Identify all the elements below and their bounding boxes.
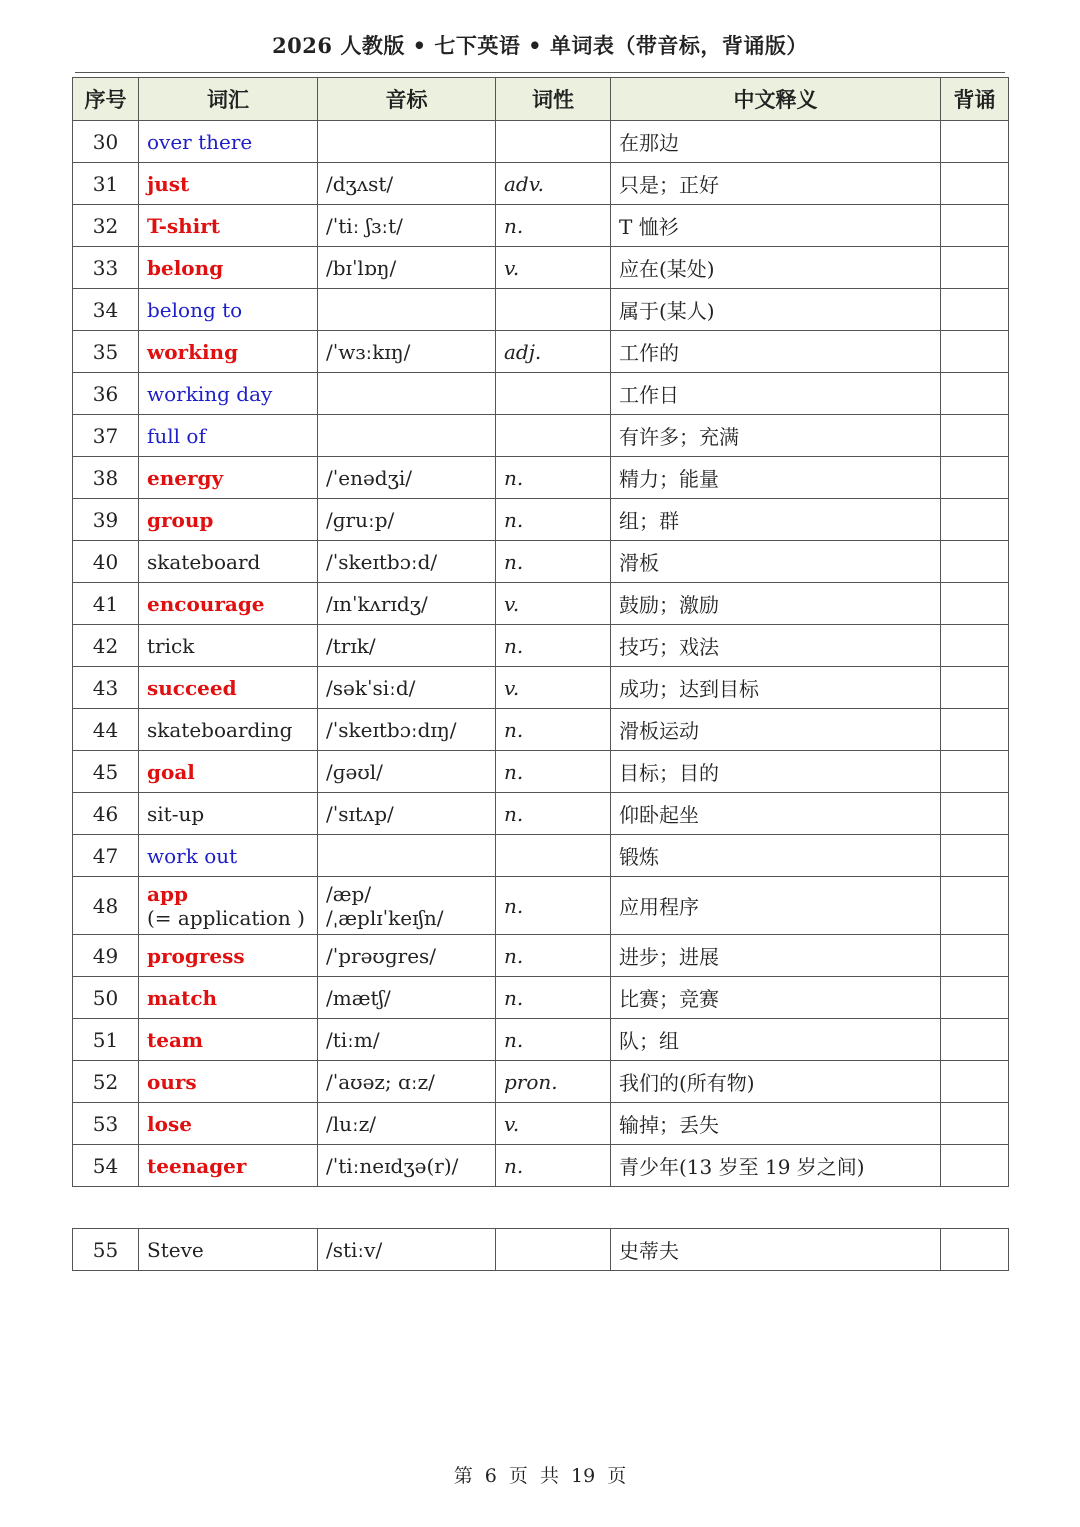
chinese-meaning: 工作的 [611,331,941,373]
table-row [73,1061,1009,1103]
recite-cell [941,667,1009,709]
word: work out [147,843,238,868]
chinese-meaning: 目标；目的 [611,751,941,793]
part-of-speech [496,121,611,163]
part-of-speech: n. [496,935,611,977]
word: goal [147,759,195,784]
chinese-meaning: 鼓励；激励 [611,583,941,625]
phonetic: /ˈwɜːkɪŋ/ [326,339,411,364]
phonetic-cell [318,457,496,499]
phonetic-cell [318,331,496,373]
chinese-meaning: 滑板运动 [611,709,941,751]
recite-cell [941,541,1009,583]
word-cell [139,121,318,163]
chinese-meaning: 仰卧起坐 [611,793,941,835]
recite-cell [941,457,1009,499]
word-cell [139,331,318,373]
word: full of [147,423,206,448]
word-cell [139,877,318,935]
header-word: 词汇 [139,78,318,121]
vocab-table [72,77,1009,1187]
table-row [73,499,1009,541]
recite-cell [941,935,1009,977]
phonetic: /ˈenədʒi/ [326,465,413,490]
word: group [147,507,214,532]
word-note: (= application ) [147,905,305,930]
word-cell [139,457,318,499]
row-number: 52 [73,1061,139,1103]
chinese-meaning: 队；组 [611,1019,941,1061]
word-cell [139,205,318,247]
recite-cell [941,415,1009,457]
part-of-speech: v. [496,1103,611,1145]
chinese-meaning: 技巧；戏法 [611,625,941,667]
word-cell [139,977,318,1019]
word-cell [139,835,318,877]
table-row [73,373,1009,415]
table-row [73,415,1009,457]
phonetic: /ˈtiː ʃɜːt/ [326,213,403,238]
chinese-meaning: 属于(某人) [611,289,941,331]
recite-cell [941,625,1009,667]
chinese-meaning: 锻炼 [611,835,941,877]
chinese-meaning: 我们的(所有物) [611,1061,941,1103]
phonetic-cell [318,247,496,289]
phonetic-cell [318,205,496,247]
table-row [73,751,1009,793]
phonetic-cell [318,1061,496,1103]
table-row [73,331,1009,373]
table-row [73,247,1009,289]
recite-cell [941,1019,1009,1061]
word: energy [147,465,224,490]
part-of-speech: n. [496,499,611,541]
phonetic: /səkˈsiːd/ [326,675,416,700]
phonetic-cell [318,793,496,835]
part-of-speech: n. [496,457,611,499]
row-number: 35 [73,331,139,373]
word: working [147,339,239,364]
header-number: 序号 [73,78,139,121]
word-cell [139,415,318,457]
word: lose [147,1111,192,1136]
phonetic-cell [318,625,496,667]
phonetic-cell [318,499,496,541]
phonetic: /dʒʌst/ [326,171,394,196]
table-row [73,793,1009,835]
row-number: 43 [73,667,139,709]
phonetic-cell [318,121,496,163]
part-of-speech: adj. [496,331,611,373]
chinese-meaning: 比赛；竞赛 [611,977,941,1019]
table-row [73,1103,1009,1145]
phonetic-cell [318,415,496,457]
word-cell [139,751,318,793]
part-of-speech: n. [496,1145,611,1187]
recite-cell [941,121,1009,163]
part-of-speech: v. [496,667,611,709]
recite-cell [941,331,1009,373]
part-of-speech: pron. [496,1061,611,1103]
recite-cell [941,709,1009,751]
word: over there [147,129,253,154]
row-number: 51 [73,1019,139,1061]
word-cell [139,541,318,583]
part-of-speech: v. [496,583,611,625]
part-of-speech: n. [496,205,611,247]
word: T-shirt [147,213,221,238]
table-row [73,877,1009,935]
row-number: 41 [73,583,139,625]
phonetic-cell [318,877,496,935]
phonetic-cell [318,709,496,751]
part-of-speech: n. [496,1019,611,1061]
row-number: 34 [73,289,139,331]
recite-cell [941,1061,1009,1103]
phonetic-cell [318,667,496,709]
phonetic: /luːz/ [326,1111,377,1136]
word: just [147,171,190,196]
table-row [73,835,1009,877]
word-cell [139,1103,318,1145]
word-cell [139,625,318,667]
phonetic-cell [318,289,496,331]
recite-cell [941,373,1009,415]
extra-vocab-table [72,1228,1009,1271]
word-cell [139,499,318,541]
recite-cell [941,1229,1009,1271]
word: working day [147,381,273,406]
phonetic: /tiːm/ [326,1027,380,1052]
row-number: 54 [73,1145,139,1187]
recite-cell [941,247,1009,289]
chinese-meaning: 组；群 [611,499,941,541]
phonetic-cell [318,163,496,205]
part-of-speech [496,1229,611,1271]
word: app [147,881,188,906]
part-of-speech [496,289,611,331]
table-row [73,457,1009,499]
recite-cell [941,163,1009,205]
word: team [147,1027,204,1052]
chinese-meaning: 青少年(13 岁至 19 岁之间) [611,1145,941,1187]
word: progress [147,943,245,968]
phonetic-cell [318,541,496,583]
page-title: 2026 人教版 • 七下英语 • 单词表（带音标，背诵版） [272,33,808,58]
recite-cell [941,1103,1009,1145]
word: belong to [147,297,243,322]
word-cell [139,289,318,331]
phonetic: /ˈsɪtʌp/ [326,801,394,826]
part-of-speech: n. [496,977,611,1019]
row-number: 32 [73,205,139,247]
chinese-meaning: 滑板 [611,541,941,583]
part-of-speech: v. [496,247,611,289]
word: teenager [147,1153,247,1178]
word-cell [139,667,318,709]
table-row [73,1145,1009,1187]
phonetic: /ˈprəʊɡres/ [326,943,437,968]
phonetic: /ˈskeɪtbɔːdɪŋ/ [326,717,457,742]
page-footer: 第 6 页 共 19 页 [453,1465,627,1487]
recite-cell [941,499,1009,541]
recite-cell [941,835,1009,877]
chinese-meaning: 精力；能量 [611,457,941,499]
word-cell [139,1229,318,1271]
word: trick [147,633,195,658]
table-row [73,709,1009,751]
word-cell [139,583,318,625]
word: succeed [147,675,237,700]
part-of-speech [496,373,611,415]
row-number: 33 [73,247,139,289]
phonetic-cell [318,1229,496,1271]
chinese-meaning: 只是；正好 [611,163,941,205]
part-of-speech: n. [496,751,611,793]
row-number: 30 [73,121,139,163]
word: sit-up [147,801,205,826]
table-row [73,1019,1009,1061]
row-number: 45 [73,751,139,793]
title-rule [75,72,1005,73]
part-of-speech: adv. [496,163,611,205]
row-number: 53 [73,1103,139,1145]
recite-cell [941,583,1009,625]
part-of-speech: n. [496,709,611,751]
chinese-meaning: 在那边 [611,121,941,163]
phonetic: /trɪk/ [326,633,376,658]
row-number: 44 [73,709,139,751]
row-number: 50 [73,977,139,1019]
chinese-meaning: 工作日 [611,373,941,415]
row-number: 48 [73,877,139,935]
row-number: 40 [73,541,139,583]
phonetic: /æp/ [326,881,372,906]
header-phonetic: 音标 [318,78,496,121]
chinese-meaning: T 恤衫 [611,205,941,247]
phonetic: /stiːv/ [326,1237,383,1262]
part-of-speech: n. [496,793,611,835]
row-number: 37 [73,415,139,457]
phonetic: /ˈaʊəz; ɑːz/ [326,1069,435,1094]
word-cell [139,793,318,835]
recite-cell [941,877,1009,935]
phonetic-cell [318,835,496,877]
row-number: 49 [73,935,139,977]
phonetic: /ˈtiːneɪdʒə(r)/ [326,1153,459,1178]
chinese-meaning: 进步；进展 [611,935,941,977]
table-row [73,289,1009,331]
recite-cell [941,977,1009,1019]
word: ours [147,1069,197,1094]
phonetic-cell [318,977,496,1019]
word: encourage [147,591,265,616]
table-row [73,205,1009,247]
part-of-speech: n. [496,541,611,583]
part-of-speech: n. [496,625,611,667]
chinese-meaning: 应在(某处) [611,247,941,289]
table-row [73,1229,1009,1271]
phonetic: /bɪˈlɒŋ/ [326,255,397,280]
phonetic: /mætʃ/ [326,985,391,1010]
recite-cell [941,793,1009,835]
recite-cell [941,751,1009,793]
phonetic-cell [318,583,496,625]
row-number: 42 [73,625,139,667]
part-of-speech: n. [496,877,611,935]
phonetic-cell [318,751,496,793]
chinese-meaning: 史蒂夫 [611,1229,941,1271]
phonetic-cell [318,1103,496,1145]
table-row [73,625,1009,667]
recite-cell [941,205,1009,247]
word-cell [139,935,318,977]
chinese-meaning: 输掉；丢失 [611,1103,941,1145]
table-header-row [73,78,1009,121]
table-row [73,977,1009,1019]
row-number: 39 [73,499,139,541]
table-row [73,667,1009,709]
table-row [73,583,1009,625]
recite-cell [941,1145,1009,1187]
chinese-meaning: 有许多；充满 [611,415,941,457]
word-cell [139,1061,318,1103]
row-number: 47 [73,835,139,877]
word-cell [139,373,318,415]
row-number: 38 [73,457,139,499]
part-of-speech [496,415,611,457]
word-cell [139,1019,318,1061]
row-number: 55 [73,1229,139,1271]
phonetic-cell [318,1145,496,1187]
part-of-speech [496,835,611,877]
phonetic-cell [318,373,496,415]
word-cell [139,247,318,289]
row-number: 46 [73,793,139,835]
header-part-of-speech: 词性 [496,78,611,121]
word: belong [147,255,224,280]
recite-cell [941,289,1009,331]
table-row [73,121,1009,163]
chinese-meaning: 应用程序 [611,877,941,935]
word-cell [139,709,318,751]
phonetic: /ˈskeɪtbɔːd/ [326,549,438,574]
word: skateboarding [147,717,293,742]
row-number: 31 [73,163,139,205]
phonetic: /ɡəʊl/ [326,759,383,784]
phonetic: /ɡruːp/ [326,507,395,532]
phonetic-alt: /ˌæplɪˈkeɪʃn/ [326,905,444,930]
table-row [73,541,1009,583]
phonetic: /ɪnˈkʌrɪdʒ/ [326,591,428,616]
header-recite: 背诵 [941,78,1009,121]
phonetic-cell [318,1019,496,1061]
word: Steve [147,1237,204,1262]
word-cell [139,163,318,205]
table-row [73,163,1009,205]
header-chinese-meaning: 中文释义 [611,78,941,121]
phonetic-cell [318,935,496,977]
word: skateboard [147,549,261,574]
table-row [73,935,1009,977]
row-number: 36 [73,373,139,415]
word-cell [139,1145,318,1187]
chinese-meaning: 成功；达到目标 [611,667,941,709]
word: match [147,985,218,1010]
